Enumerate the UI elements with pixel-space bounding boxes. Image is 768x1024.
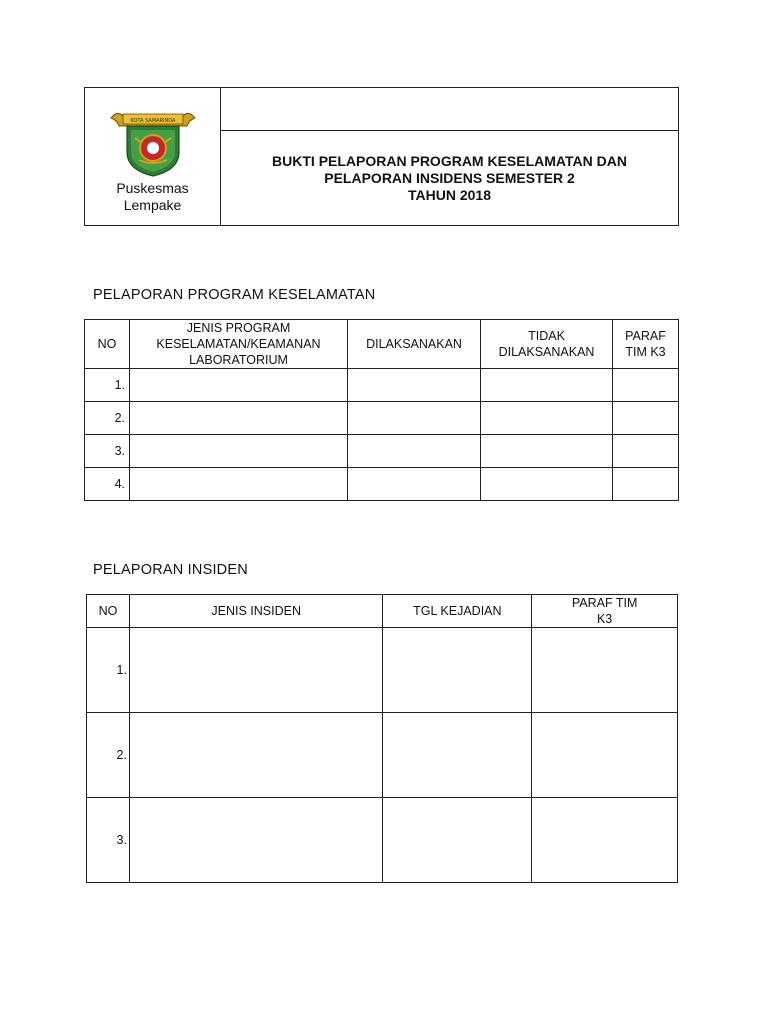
table-row	[87, 713, 678, 798]
jenis-cell[interactable]	[130, 402, 348, 435]
jenis-insiden-cell[interactable]	[129, 713, 383, 798]
col-tidak-header	[481, 320, 613, 369]
tidak-cell[interactable]	[481, 369, 613, 402]
paraf-cell[interactable]	[613, 435, 679, 468]
tidak-cell[interactable]	[481, 468, 613, 501]
city-emblem-logo	[109, 108, 197, 178]
incident-section-title: PELAPORAN INSIDEN	[93, 562, 248, 578]
row-number: 2.	[87, 713, 130, 798]
col-jenis-header	[130, 320, 348, 369]
tidak-header-line-1: TIDAK	[528, 329, 565, 343]
incident-table-header	[87, 595, 678, 628]
jenis-cell[interactable]	[130, 369, 348, 402]
tidak-cell[interactable]	[481, 402, 613, 435]
table-row	[87, 798, 678, 883]
jenis-cell[interactable]	[130, 435, 348, 468]
logo-cell	[85, 88, 221, 226]
col-paraf-header	[613, 320, 679, 369]
tgl-cell[interactable]	[383, 798, 532, 883]
jenis-cell[interactable]	[130, 468, 348, 501]
paraf-cell[interactable]	[613, 468, 679, 501]
table-row	[85, 369, 679, 402]
org-line-2: Lempake	[123, 197, 182, 213]
table-row	[85, 435, 679, 468]
table-row	[87, 628, 678, 713]
col-no-header: NO	[85, 320, 130, 369]
table-row	[85, 402, 679, 435]
tgl-cell[interactable]	[383, 713, 532, 798]
program-table	[84, 319, 679, 501]
paraf-header-line-1: PARAF TIM	[571, 596, 638, 610]
dilaksanakan-cell[interactable]	[348, 402, 481, 435]
jenis-header-line-3: LABORATORIUM	[189, 353, 288, 367]
document-title	[221, 131, 679, 226]
title-line-1: BUKTI PELAPORAN PROGRAM KESELAMATAN DAN	[272, 152, 627, 169]
paraf-header-line-2: TIM K3	[625, 345, 666, 359]
header-blank-cell	[221, 88, 679, 131]
col-no-header: NO	[87, 595, 130, 628]
paraf-cell[interactable]	[613, 369, 679, 402]
dilaksanakan-cell[interactable]	[348, 435, 481, 468]
incident-table	[86, 594, 678, 883]
row-number: 1.	[85, 369, 130, 402]
paraf-cell[interactable]	[532, 628, 678, 713]
tgl-cell[interactable]	[383, 628, 532, 713]
row-number: 1.	[87, 628, 130, 713]
paraf-header-line-1: PARAF	[625, 329, 666, 343]
col-tgl-header: TGL KEJADIAN	[383, 595, 532, 628]
dilaksanakan-cell[interactable]	[348, 369, 481, 402]
row-number: 3.	[87, 798, 130, 883]
row-number: 2.	[85, 402, 130, 435]
col-jenis-insiden-header: JENIS INSIDEN	[129, 595, 383, 628]
paraf-header-line-2: K3	[596, 612, 613, 626]
logo-text: KOTA SAMARINDA	[130, 118, 176, 124]
org-line-1: Puskesmas	[116, 180, 189, 196]
col-dilaksanakan-header: DILAKSANAKAN	[348, 320, 481, 369]
organization-name	[85, 180, 220, 214]
tidak-cell[interactable]	[481, 435, 613, 468]
jenis-header-line-1: JENIS PROGRAM	[186, 321, 291, 335]
jenis-insiden-cell[interactable]	[129, 628, 383, 713]
table-row	[85, 468, 679, 501]
jenis-header-line-2: KESELAMATAN/KEAMANAN	[156, 337, 321, 351]
header-box	[84, 87, 679, 226]
paraf-cell[interactable]	[532, 713, 678, 798]
row-number: 4.	[85, 468, 130, 501]
paraf-cell[interactable]	[532, 798, 678, 883]
tidak-header-line-2: DILAKSANAKAN	[498, 345, 595, 359]
paraf-cell[interactable]	[613, 402, 679, 435]
program-table-header	[85, 320, 679, 369]
row-number: 3.	[85, 435, 130, 468]
title-line-3: TAHUN 2018	[408, 186, 491, 203]
col-paraf-header	[532, 595, 678, 628]
title-line-2: PELAPORAN INSIDENS SEMESTER 2	[324, 169, 575, 186]
program-section-title: PELAPORAN PROGRAM KESELAMATAN	[93, 287, 376, 303]
jenis-insiden-cell[interactable]	[129, 798, 383, 883]
dilaksanakan-cell[interactable]	[348, 468, 481, 501]
